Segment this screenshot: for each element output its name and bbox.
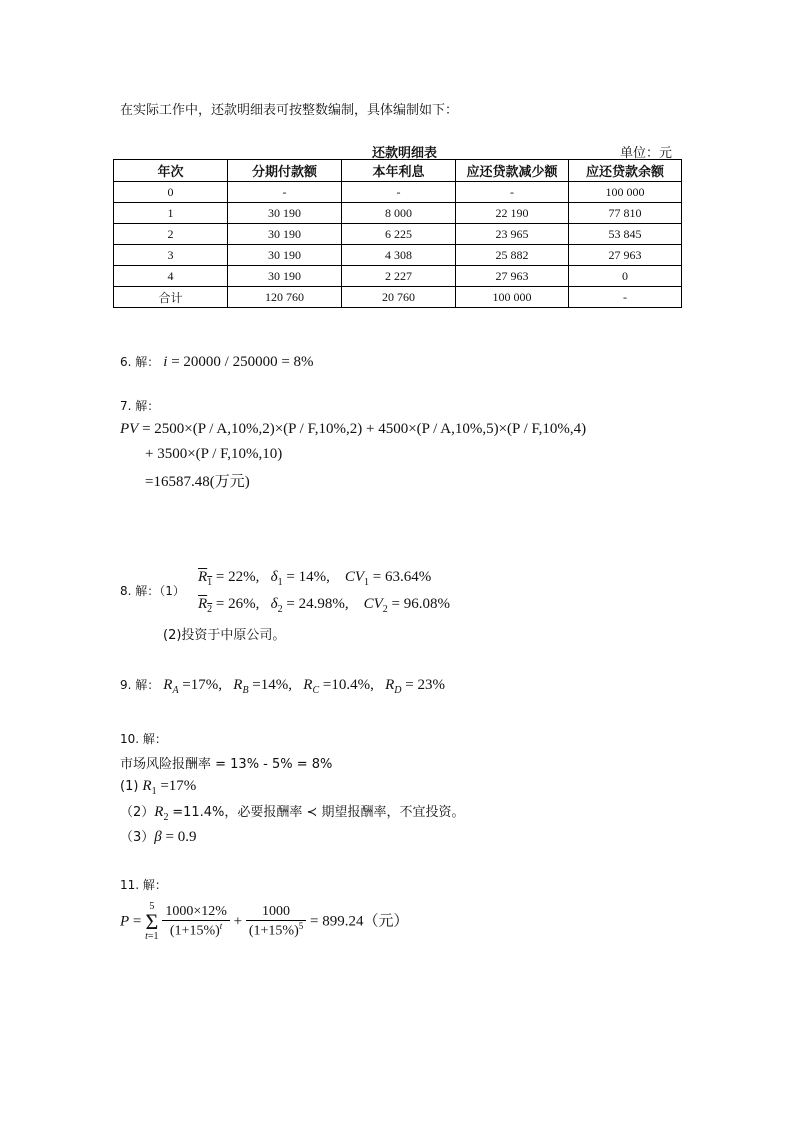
cell: 30 190: [228, 224, 342, 245]
cell: -: [228, 182, 342, 203]
header-interest: 本年利息: [342, 160, 456, 182]
cell: 3: [114, 245, 228, 266]
q7-line3: =16587.48(万元): [145, 474, 250, 490]
q8-label: 8. 解：（1）: [120, 584, 185, 598]
header-principal-reduction: 应还贷款减少额: [456, 160, 569, 182]
q7-line2: + 3500×(P / F,10%,10): [145, 446, 283, 462]
cell: 100 000: [456, 287, 569, 308]
cell: 30 190: [228, 245, 342, 266]
cell: 1: [114, 203, 228, 224]
cell: 0: [569, 266, 682, 287]
cell: 77 810: [569, 203, 682, 224]
header-installment: 分期付款额: [228, 160, 342, 182]
q9-answer: 9. 解： $R_A =17\%$, $R_B =14\%$, $R_C =10.4\%$, $R_D = 23\%$: [120, 677, 445, 696]
table-header-row: [114, 160, 682, 182]
q6-answer: [120, 353, 314, 371]
cell: -: [569, 287, 682, 308]
cell: 2: [114, 224, 228, 245]
cell: 120 760: [228, 287, 342, 308]
q8-part2: (2)投资于中原公司。: [163, 628, 286, 643]
summation-symbol: 5 Σ t=1: [145, 901, 159, 942]
header-balance: 应还贷款余额: [569, 160, 682, 182]
cell: 合计: [114, 287, 228, 308]
q8-row2: $R_2 = 26\%$, $\delta_2 = 24.98\%$, $CV_2 = 96.08\%$: [198, 596, 450, 615]
cell: 100 000: [569, 182, 682, 203]
table-row: [114, 182, 682, 203]
cell: -: [342, 182, 456, 203]
q11-formula: P = 5 Σ t=1 $\frac{1000\times 12\%}{(1+15\%)^t}$ + $\frac{1000}{(1+15\%)^5}$ = 899.24（元）: [120, 901, 409, 942]
cell: 30 190: [228, 266, 342, 287]
cell: 22 190: [456, 203, 569, 224]
table-unit: 单位：元: [620, 146, 673, 161]
cell: 6 225: [342, 224, 456, 245]
cell: 2 227: [342, 266, 456, 287]
table-row: [114, 266, 682, 287]
cell: 4: [114, 266, 228, 287]
cell: 25 882: [456, 245, 569, 266]
header-year: 年次: [114, 160, 228, 182]
cell: 27 963: [456, 266, 569, 287]
cell: 30 190: [228, 203, 342, 224]
table-row: [114, 203, 682, 224]
q10-line4: （3）β = 0.9: [120, 829, 197, 845]
table-row: [114, 245, 682, 266]
q10-line3: $(2)R_2 =11.4\%$，必要报酬率 ≺ 期望报酬率，不宜投资。: [120, 804, 465, 823]
q10-line2: (1) $R_1 =17\%$: [120, 778, 197, 797]
table-row: [114, 224, 682, 245]
table-total-row: [114, 287, 682, 308]
table-title: 还款明细表: [372, 146, 438, 161]
cell: -: [456, 182, 569, 203]
q11-label: 11. 解：: [120, 878, 167, 892]
cell: 8 000: [342, 203, 456, 224]
cell: 53 845: [569, 224, 682, 245]
cell: 23 965: [456, 224, 569, 245]
cell: 4 308: [342, 245, 456, 266]
repayment-table: [113, 159, 682, 308]
q6-formula: i = 20000 / 250000 = 8%: [163, 354, 314, 370]
q7-line1: PV = 2500×(P / A,10%,2)×(P / F,10%,2) + 4500×(P / A,10%,5)×(P / F,10%,4): [120, 421, 587, 437]
intro-text: 在实际工作中，还款明细表可按整数编制，具体编制如下：: [120, 103, 459, 118]
cell: 20 760: [342, 287, 456, 308]
q10-label: 10. 解：: [120, 732, 167, 746]
q6-label: 6. 解：: [120, 355, 160, 369]
q9-label: 9. 解：: [120, 678, 160, 692]
q8-row1: $R_1 = 22\%$, $\delta_1 = 14\%$, $CV_1 = 63.64\%$: [198, 569, 432, 588]
q10-line1: 市场风险报酬率 = 13% - 5% = 8%: [120, 757, 333, 772]
cell: 27 963: [569, 245, 682, 266]
cell: 0: [114, 182, 228, 203]
q7-label: 7. 解：: [120, 399, 160, 413]
